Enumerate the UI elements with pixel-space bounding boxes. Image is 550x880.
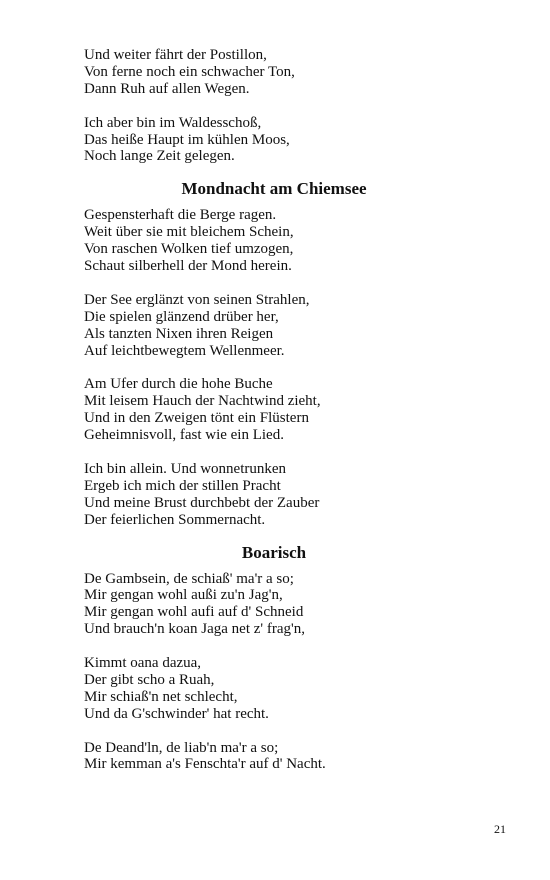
stanza bbox=[84, 115, 504, 166]
poem-line: Gespensterhaft die Berge ragen. bbox=[84, 207, 277, 224]
stanza bbox=[84, 47, 504, 98]
poem-line: Von raschen Wolken tief umzogen, bbox=[84, 241, 294, 258]
poem-line: Geheimnisvoll, fast wie ein Lied. bbox=[84, 427, 284, 444]
poem-line: Mir kemman a's Fenschta'r auf d' Nacht. bbox=[84, 756, 326, 773]
poem-line: Weit über sie mit bleichem Schein, bbox=[84, 224, 294, 241]
poem-line: Die spielen glänzend drüber her, bbox=[84, 308, 279, 325]
poem-line: Und da G'schwinder' hat recht. bbox=[84, 705, 269, 722]
poem-line: Und brauch'n koan Jaga net z' frag'n, bbox=[84, 621, 305, 638]
poem-line: Der gibt scho a Ruah, bbox=[84, 671, 215, 688]
poem-line: Ich bin allein. Und wonnetrunken bbox=[84, 460, 287, 477]
poem-line: Mit leisem Hauch der Nachtwind zieht, bbox=[84, 393, 321, 410]
poem-line: Schaut silberhell der Mond herein. bbox=[84, 258, 292, 275]
poem-title: Mondnacht am Chiemsee bbox=[181, 179, 367, 199]
poem-line: Am Ufer durch die hohe Buche bbox=[84, 376, 273, 393]
poem-line: Noch lange Zeit gelegen. bbox=[84, 148, 235, 165]
page-body bbox=[84, 47, 504, 773]
poem-line: Von ferne noch ein schwacher Ton, bbox=[84, 63, 295, 80]
poem-line: Als tanzten Nixen ihren Reigen bbox=[84, 325, 274, 342]
poem-line: Und weiter fährt der Postillon, bbox=[84, 47, 267, 63]
stanza bbox=[84, 461, 504, 529]
poem-line: Und in den Zweigen tönt ein Flüstern bbox=[84, 410, 309, 427]
poem-line: Mir gengan wohl aufi auf d' Schneid bbox=[84, 604, 304, 621]
stanza bbox=[84, 571, 504, 639]
poem-line: Mir schiaß'n net schlecht, bbox=[84, 688, 238, 705]
page-number: 21 bbox=[494, 822, 506, 836]
poem-line: De Gambsein, de schiaß' ma'r a so; bbox=[84, 570, 294, 587]
poem-line: Ergeb ich mich der stillen Pracht bbox=[84, 477, 281, 494]
stanza bbox=[84, 655, 504, 723]
stanza bbox=[84, 292, 504, 360]
poem-line: Kimmt oana dazua, bbox=[84, 655, 202, 672]
poem-line: Dann Ruh auf allen Wegen. bbox=[84, 80, 250, 97]
stanza bbox=[84, 376, 504, 444]
poem-line: Das heiße Haupt im kühlen Moos, bbox=[84, 131, 290, 148]
poem-line: Der feierlichen Sommernacht. bbox=[84, 511, 266, 528]
poem-line: Ich aber bin im Waldesschoß, bbox=[84, 114, 262, 131]
poem-line: Mir gengan wohl außi zu'n Jag'n, bbox=[84, 587, 283, 604]
poem-line: De Deand'ln, de liab'n ma'r a so; bbox=[84, 739, 279, 756]
poem-title: Boarisch bbox=[241, 542, 307, 562]
poem-line: Der See erglänzt von seinen Strahlen, bbox=[84, 291, 310, 308]
poem-line: Und meine Brust durchbebt der Zauber bbox=[84, 494, 320, 511]
stanza bbox=[84, 207, 504, 275]
poem-line: Auf leichtbewegtem Wellenmeer. bbox=[84, 342, 285, 359]
stanza bbox=[84, 740, 504, 774]
